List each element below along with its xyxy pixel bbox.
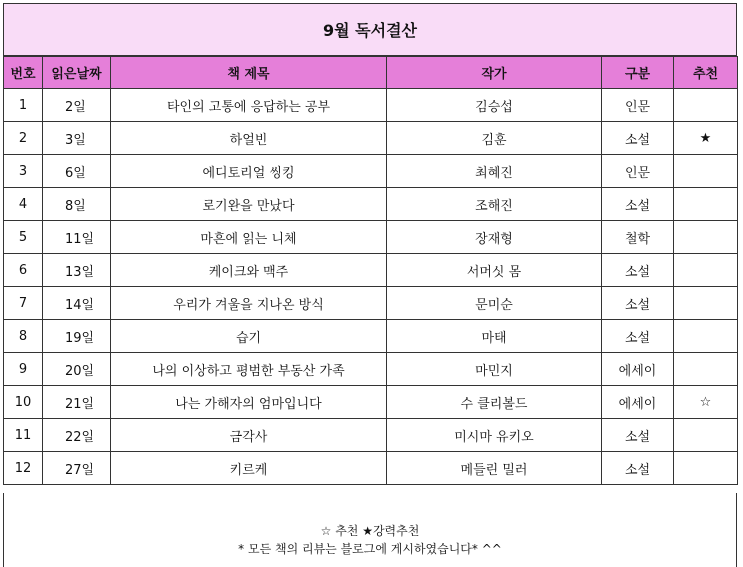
row-date: 2일 — [43, 89, 111, 122]
table-body — [4, 89, 738, 485]
row-category: 소설 — [602, 254, 674, 287]
row-book-title: 나의 이상하고 평범한 부동산 가족 — [111, 353, 387, 386]
row-author: 장재형 — [387, 221, 602, 254]
row-recommend — [674, 155, 738, 188]
row-category: 소설 — [602, 188, 674, 221]
header-date: 읽은날짜 — [43, 57, 111, 89]
row-number: 7 — [4, 287, 43, 320]
table-row — [4, 320, 738, 353]
legend-text: ☆ 추천 ★강력추천 — [320, 524, 420, 538]
row-category: 에세이 — [602, 353, 674, 386]
row-date: 6일 — [43, 155, 111, 188]
table-row — [4, 221, 738, 254]
table-row — [4, 122, 738, 155]
row-recommend — [674, 89, 738, 122]
row-date: 3일 — [43, 122, 111, 155]
row-category: 인문 — [602, 155, 674, 188]
table-row — [4, 89, 738, 122]
table-row — [4, 188, 738, 221]
row-date: 27일 — [43, 452, 111, 485]
row-recommend — [674, 419, 738, 452]
row-recommend — [674, 452, 738, 485]
header-no: 번호 — [4, 57, 43, 89]
row-category: 소설 — [602, 287, 674, 320]
table-row — [4, 353, 738, 386]
row-number: 10 — [4, 386, 43, 419]
row-date: 20일 — [43, 353, 111, 386]
row-date: 19일 — [43, 320, 111, 353]
footer-notes — [3, 493, 737, 567]
header-row — [4, 57, 738, 89]
row-date: 22일 — [43, 419, 111, 452]
header-book: 책 제목 — [111, 57, 387, 89]
row-book-title: 우리가 겨울을 지나온 방식 — [111, 287, 387, 320]
sheet-title: 9월 독서결산 — [3, 3, 737, 56]
row-author: 김승섭 — [387, 89, 602, 122]
row-book-title: 하얼빈 — [111, 122, 387, 155]
row-category: 소설 — [602, 320, 674, 353]
row-number: 2 — [4, 122, 43, 155]
row-number: 8 — [4, 320, 43, 353]
table-row — [4, 386, 738, 419]
row-book-title: 금각사 — [111, 419, 387, 452]
row-category: 인문 — [602, 89, 674, 122]
row-book-title: 나는 가해자의 엄마입니다 — [111, 386, 387, 419]
row-recommend — [674, 287, 738, 320]
row-author: 수 클리볼드 — [387, 386, 602, 419]
row-book-title: 키르케 — [111, 452, 387, 485]
row-recommend: ★ — [674, 122, 738, 155]
row-category: 소설 — [602, 122, 674, 155]
row-date: 21일 — [43, 386, 111, 419]
row-number: 1 — [4, 89, 43, 122]
row-author: 서머싯 몸 — [387, 254, 602, 287]
row-date: 14일 — [43, 287, 111, 320]
row-number: 9 — [4, 353, 43, 386]
row-author: 미시마 유키오 — [387, 419, 602, 452]
row-author: 김훈 — [387, 122, 602, 155]
row-author: 최혜진 — [387, 155, 602, 188]
row-author: 메들린 밀러 — [387, 452, 602, 485]
row-book-title: 로기완을 만났다 — [111, 188, 387, 221]
table-row — [4, 155, 738, 188]
footer-note: * 모든 책의 리뷰는 블로그에 게시하였습니다* ^^ — [238, 542, 502, 556]
row-date: 11일 — [43, 221, 111, 254]
row-author: 조해진 — [387, 188, 602, 221]
row-book-title: 마흔에 읽는 니체 — [111, 221, 387, 254]
row-author: 문미순 — [387, 287, 602, 320]
row-number: 11 — [4, 419, 43, 452]
table-row — [4, 287, 738, 320]
row-book-title: 케이크와 맥주 — [111, 254, 387, 287]
row-book-title: 에디토리얼 씽킹 — [111, 155, 387, 188]
table-row — [4, 419, 738, 452]
row-number: 5 — [4, 221, 43, 254]
table-row — [4, 254, 738, 287]
header-category: 구분 — [602, 57, 674, 89]
row-recommend — [674, 320, 738, 353]
row-number: 6 — [4, 254, 43, 287]
row-book-title: 타인의 고통에 응답하는 공부 — [111, 89, 387, 122]
row-recommend — [674, 254, 738, 287]
row-author: 마태 — [387, 320, 602, 353]
row-category: 소설 — [602, 452, 674, 485]
row-author: 마민지 — [387, 353, 602, 386]
header-author: 작가 — [387, 57, 602, 89]
row-number: 12 — [4, 452, 43, 485]
row-category: 소설 — [602, 419, 674, 452]
header-recommend: 추천 — [674, 57, 738, 89]
row-category: 철학 — [602, 221, 674, 254]
row-recommend — [674, 221, 738, 254]
row-recommend — [674, 353, 738, 386]
row-book-title: 습기 — [111, 320, 387, 353]
row-number: 4 — [4, 188, 43, 221]
row-number: 3 — [4, 155, 43, 188]
row-category: 에세이 — [602, 386, 674, 419]
reading-table — [3, 56, 738, 485]
row-recommend — [674, 188, 738, 221]
reading-log-sheet — [3, 3, 737, 485]
row-date: 13일 — [43, 254, 111, 287]
row-recommend: ☆ — [674, 386, 738, 419]
table-row — [4, 452, 738, 485]
row-date: 8일 — [43, 188, 111, 221]
